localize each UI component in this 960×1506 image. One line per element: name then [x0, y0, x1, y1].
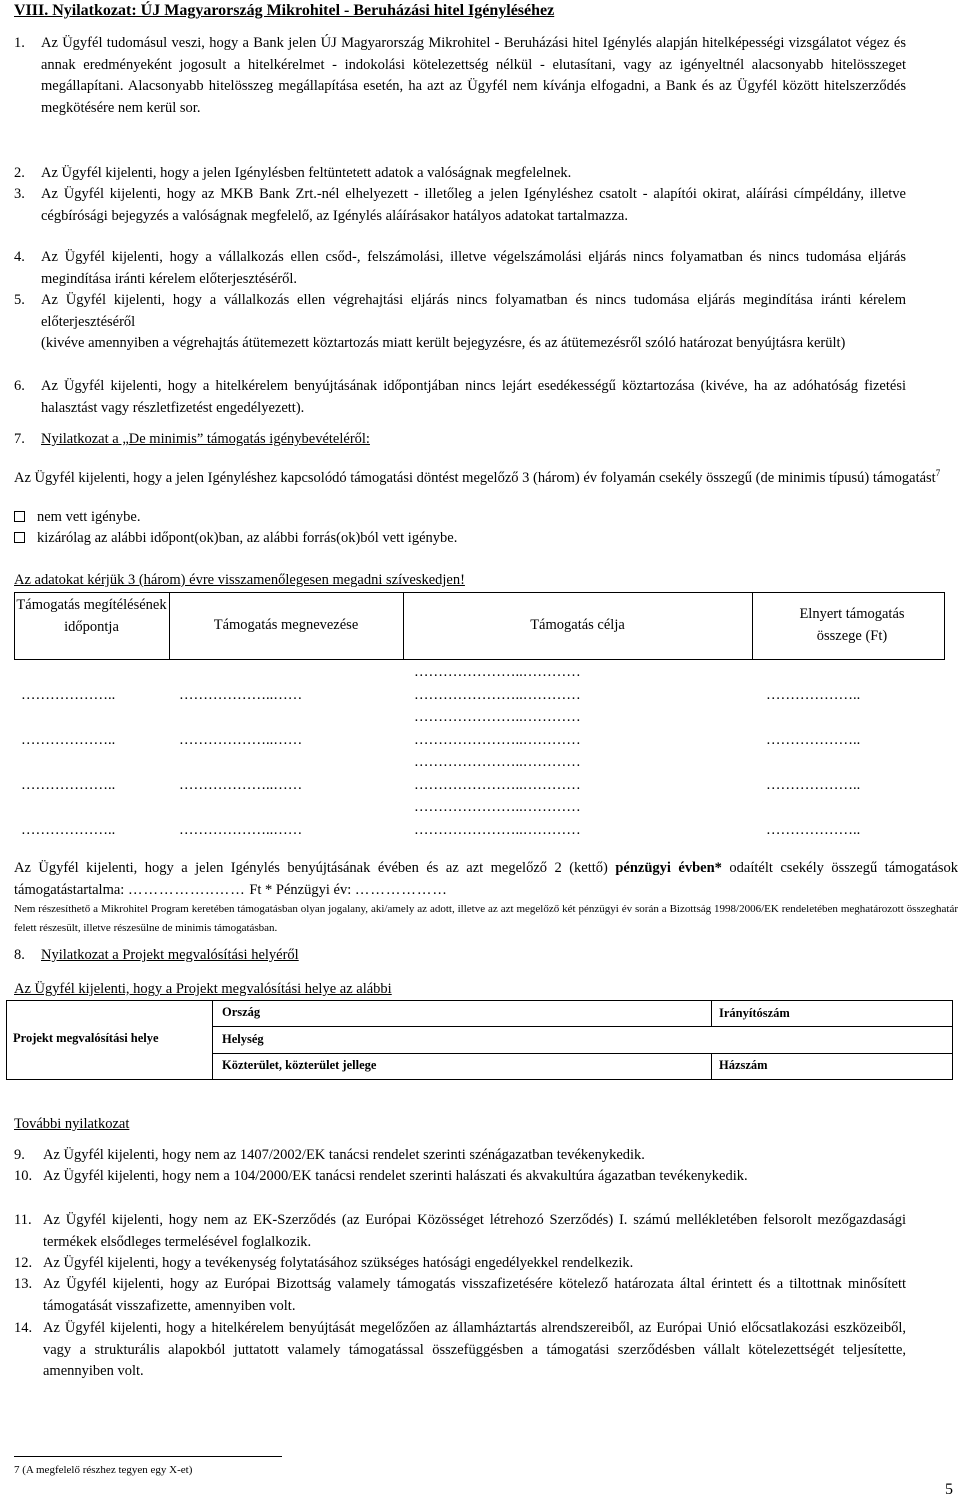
statement-12: [14, 1253, 906, 1275]
statement-text: Az Ügyfél tudomásul veszi, hogy a Bank jelen ÚJ Magyarország Mikrohitel - Beruházási hitel Igénylés alapján hitelképességi vizsgálatot végez és annak eredményeként jogosult a hitelkérelmet - indokolási kötelezettség nélkül - elutasítani, vagy az igényeltnél alacsonyabb hitelösszeget megállapítani. Alacsonyabb hitelösszeg megállapítása esetén, ha azt az Ügyfél nem kívánja elfogadni, a Bank és az Ügyfél között hitelszerződés megkötésére nem kerül sor.: [41, 35, 906, 116]
section-title: VIII. Nyilatkozat: ÚJ Magyarország Mikrohitel - Beruházási hitel Igényléséhez: [14, 2, 555, 19]
header-purpose: Támogatás célja: [530, 617, 625, 633]
cell-date[interactable]: ………………..: [21, 777, 116, 793]
cell-amount[interactable]: ………………..: [766, 732, 861, 748]
cell-amount[interactable]: ………………..: [766, 687, 861, 703]
footnote: 7 (A megfelelő részhez tegyen egy X-et): [14, 1464, 193, 1476]
checkbox-used-only[interactable]: [14, 532, 25, 543]
fiscal-year-field[interactable]: ………………: [354, 881, 448, 898]
statement-11: [14, 1210, 906, 1253]
statement-text: Az Ügyfél kijelenti, hogy a hitelkérelem benyújtásának időpontjában nincs lejárt esedékességű köztartozása (kivéve, ha az adóhatóság fizetési halasztást vagy részletfizetést engedélyezett).: [41, 378, 906, 416]
financial-year-bold: pénzügyi évben*: [615, 860, 722, 876]
statement-3: [14, 184, 906, 227]
cell-purpose[interactable]: …………………..…………: [414, 822, 581, 838]
statement-number: 3.: [14, 186, 25, 202]
financial-year-statement: [14, 858, 958, 901]
footnote-ref: 7: [935, 468, 941, 478]
page-number: 5: [945, 1481, 953, 1498]
deminimis-intro-text: Az Ügyfél kijelenti, hogy a jelen Igényléshez kapcsolódó támogatási döntést megelőző 3 (három) év folyamán csekély összegű (de minimis típusú) támogatást: [14, 469, 936, 486]
cell-purpose[interactable]: …………………..…………: [414, 732, 581, 748]
project-location-table: [6, 1000, 960, 1080]
checkbox-row-1[interactable]: [14, 507, 944, 529]
statement-6: [14, 376, 906, 419]
checkbox-not-used[interactable]: [14, 511, 25, 522]
small-note: Nem részesíthető a Mikrohitel Program keretében támogatásban olyan jogalany, aki/amely az adott, illetve az azt megelőző két pénzügyi év során a Bizottság 1998/2006/EK rendeletében meghatározott összeghatár felett részesült, illetve részesülne de minimis támogatásban.: [14, 903, 958, 934]
statement-14: [14, 1318, 906, 1383]
street-label: Közterület, közterület jellege: [222, 1058, 377, 1072]
statement-number: 13.: [14, 1276, 33, 1292]
statement-5: [14, 290, 906, 355]
cell-name[interactable]: ………………..……: [179, 822, 303, 838]
footnote-separator: [14, 1456, 282, 1457]
request-line-text: Az adatokat kérjük 3 (három) évre visszamenőlegesen megadni szíveskedjen!: [14, 572, 465, 588]
header-name: Támogatás megnevezése: [213, 617, 359, 633]
project-intro: [14, 979, 944, 1001]
header-date: Támogatás megítélésének időpontja: [16, 597, 167, 635]
financial-year-text: Az Ügyfél kijelenti, hogy a jelen Igénylés benyújtásának évében és az azt megelőző 2 (kettő): [14, 860, 608, 876]
cell-date[interactable]: ………………..: [21, 732, 116, 748]
support-table: [14, 592, 958, 839]
header-amount: Elnyert támogatás összege (Ft): [799, 606, 905, 644]
statement-4: [14, 247, 906, 290]
cell-purpose[interactable]: …………………..…………: [414, 777, 581, 793]
statement-text: Az Ügyfél kijelenti, hogy a hitelkérelem benyújtását megelőzően az államháztartás alrendszereiből, az Európai Unió előcsatlakozási eszközeiből, vagy a strukturális alapokból juttatott valamely támogatással összefüggésben a támogatási szerződésben vállalt kötelezettségét teljesítette, amennyiben volt.: [43, 1320, 906, 1379]
deminimis-intro: [14, 463, 944, 489]
statement-10: [14, 1166, 906, 1188]
checkbox-row-2[interactable]: [14, 528, 944, 550]
statement-text: Az Ügyfél kijelenti, hogy nem a 104/2000/EK tanácsi rendelet szerinti halászati és akvakultúra ágazatban tevékenykedik.: [43, 1168, 748, 1184]
cell-date[interactable]: ………………..: [21, 687, 116, 703]
financial-year-text-2: odaítélt csekély összegű támogatások támogatástartalma:: [14, 860, 958, 898]
statement-text: Az Ügyfél kijelenti, hogy nem az EK-Szerződés (az Európai Közösséget létrehozó Szerződés) I. számú mellékletében felsorolt mezőgazdasági termékek elsődleges termelésével foglalkozik.: [43, 1212, 906, 1250]
cell-purpose[interactable]: …………………..…………: [414, 709, 581, 725]
statement-number: 12.: [14, 1255, 33, 1271]
statement-number: 4.: [14, 249, 25, 265]
ft-label: Ft * Pénzügyi év:: [249, 881, 352, 898]
statement-number: 11.: [14, 1212, 32, 1228]
project-intro-text: Az Ügyfél kijelenti, hogy a Projekt megvalósítási helye az alábbi: [14, 981, 392, 997]
deminimis-title: Nyilatkozat a „De minimis” támogatás igénybevételéről:: [41, 431, 370, 447]
request-line: [14, 570, 944, 592]
street-field[interactable]: [426, 1055, 706, 1077]
support-table-body: [14, 662, 958, 839]
statement-text: Az Ügyfél kijelenti, hogy az Európai Bizottság valamely támogatás visszafizetésére kötelező határozata által érintett és a tiltottnak minősített támogatását visszafizette, amennyiben volt.: [43, 1276, 906, 1314]
cell-name[interactable]: ………………..……: [179, 687, 303, 703]
statement-text: Az Ügyfél kijelenti, hogy az MKB Bank Zrt.-nél elhelyezett - illetőleg a jelen Igényléshez csatolt - alapítói okirat, aláírási címpéldány, illetve cégbírósági bejegyzés a valóságnak megfelelő, az Igénylés aláírásakor hatályos adatokat tartalmazza.: [41, 186, 906, 224]
statement-7-heading: [14, 429, 906, 451]
statement-9: [14, 1145, 906, 1167]
statement-number: 7.: [14, 431, 25, 447]
cell-purpose[interactable]: …………………..…………: [414, 799, 581, 815]
further-title-text: További nyilatkozat: [14, 1116, 130, 1132]
statement-text: Az Ügyfél kijelenti, hogy a tevékenység folytatásához szükséges hatósági engedélyekkel rendelkezik.: [43, 1255, 634, 1271]
project-location-title: Nyilatkozat a Projekt megvalósítási helyéről: [41, 947, 299, 963]
cell-purpose[interactable]: …………………..…………: [414, 687, 581, 703]
statement-number: 6.: [14, 378, 25, 394]
checkbox-label-not-used: nem vett igénybe.: [37, 509, 141, 525]
amount-field[interactable]: ……………..……: [127, 881, 246, 898]
statement-text-note: (kivéve amennyiben a végrehajtás átütemezett köztartozás miatt került bejegyzésre, és az átütemezésről szóló határozat benyújtásra került): [41, 335, 846, 351]
cell-date[interactable]: ………………..: [21, 822, 116, 838]
cell-name[interactable]: ………………..……: [179, 777, 303, 793]
statement-number: 5.: [14, 292, 25, 308]
statement-number: 10.: [14, 1168, 33, 1184]
statement-2: [14, 163, 906, 185]
country-field[interactable]: [306, 1002, 706, 1024]
country-label: Ország: [222, 1005, 261, 1019]
statement-text: Az Ügyfél kijelenti, hogy nem az 1407/2002/EK tanácsi rendelet szerinti szénágazatban tevékenykedik.: [43, 1147, 645, 1163]
statement-number: 1.: [14, 35, 25, 51]
statement-text: Az Ügyfél kijelenti, hogy a vállalkozás ellen végrehajtási eljárás nincs folyamatban és nincs tudomása eljárás megindítása iránti kérelem előterjesztéséről: [41, 292, 906, 330]
statement-text: Az Ügyfél kijelenti, hogy a vállalkozás ellen csőd-, felszámolási, illetve végelszámolási eljárás nincs folyamatban és nincs tudomása eljárás megindítása iránti kérelem előterjesztéséről.: [41, 249, 906, 287]
statement-number: 2.: [14, 165, 25, 181]
statement-number: 8.: [14, 947, 25, 963]
cell-amount[interactable]: ………………..: [766, 777, 861, 793]
cell-amount[interactable]: ………………..: [766, 822, 861, 838]
further-statements-title: [14, 1114, 944, 1136]
cell-purpose[interactable]: …………………..…………: [414, 664, 581, 680]
house-number-label: Házszám: [719, 1058, 768, 1072]
statement-number: 9.: [14, 1147, 25, 1163]
zip-label: Irányítószám: [719, 1006, 790, 1020]
project-location-label: Projekt megvalósítási helye: [13, 1031, 159, 1045]
checkbox-label-used-only: kizárólag az alábbi időpont(ok)ban, az alábbi forrás(ok)ból vett igénybe.: [37, 530, 458, 546]
cell-purpose[interactable]: …………………..…………: [414, 754, 581, 770]
cell-name[interactable]: ………………..……: [179, 732, 303, 748]
statement-text: Az Ügyfél kijelenti, hogy a jelen Igénylésben feltüntetett adatok a valóságnak megfelelnek.: [41, 165, 572, 181]
city-field[interactable]: [286, 1028, 946, 1050]
house-number-field[interactable]: [796, 1055, 946, 1077]
statement-13: [14, 1274, 906, 1317]
statement-1: [14, 33, 906, 119]
zip-field[interactable]: [816, 1002, 946, 1024]
statement-number: 14.: [14, 1320, 33, 1336]
statement-8-heading: [14, 945, 906, 967]
city-label: Helység: [222, 1032, 264, 1046]
